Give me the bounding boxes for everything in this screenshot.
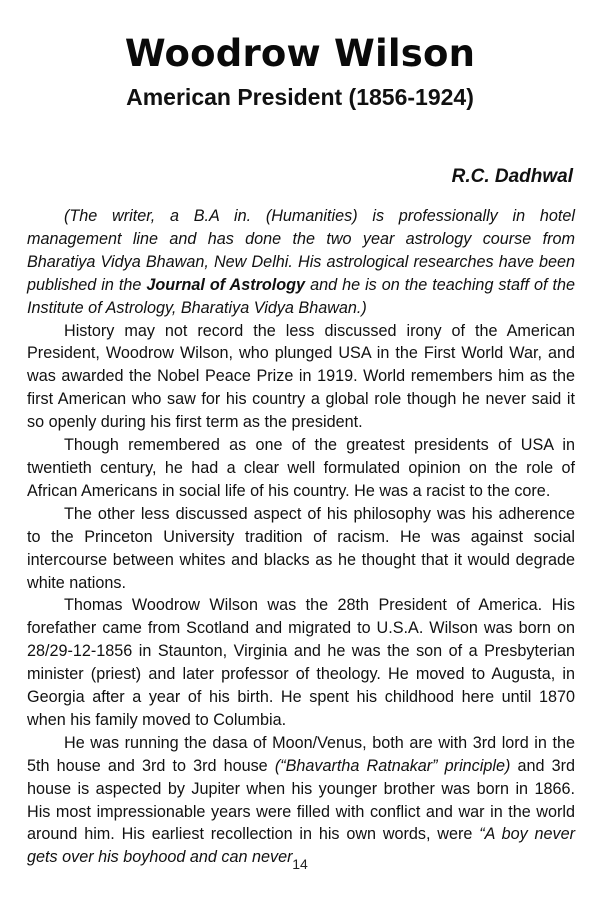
body-paragraph-5 (27, 732, 575, 869)
body-paragraph-2: Though remembered as one of the greatest presidents of USA in twentieth century, he had a clear well formulated opinion on the role of African Americans in social life of his country. He was a racist to the core. (27, 436, 575, 500)
page-number: 14 (292, 856, 308, 872)
intro-text-end: and he is on the teaching staff of the Institute of Astrology, Bharatiya Vidya Bhawan.) (27, 275, 576, 317)
body-paragraph-3: The other less discussed aspect of his philosophy was his adherence to the Princeton University tradition of racism. He was against social intercourse between whites and blacks as he thought that it would degrade white nations. (27, 504, 575, 592)
author-byline: R.C. Dadhwal (451, 166, 573, 187)
article-body (27, 205, 575, 869)
body-paragraph-4: Thomas Woodrow Wilson was the 28th President of America. His forefather came from Scotland and migrated to U.S.A. Wilson was born on 28/29-12-1856 in Staunton, Virginia and he was the son of a Presbyterian minister (priest) and later professor of theology. He moved to Augusta, in Georgia after a year of his birth. He spent his childhood here until 1870 when his family moved to Columbia. (27, 596, 575, 729)
paragraph-5-text-middle: and 3rd house is aspected by Jupiter when his younger brother was born in 1866. His most impressionable years were filled with conflict and war in the world around him. His earliest recollection in his own words, were (27, 756, 575, 844)
paragraph-5-text-start: He was running the dasa of Moon/Venus, both are with 3rd lord in the 5th house and 3rd to 3rd house (27, 733, 575, 775)
wilson-quote: “A boy never gets over his boyhood and can never (27, 825, 575, 867)
body-paragraph-1: History may not record the less discussed irony of the American President, Woodrow Wilson, who plunged USA in the First World War, and was awarded the Nobel Peace Prize in 1919. World remembers him as the first American who saw for his country a global role though he never said it so openly during his first term as the president. (27, 321, 575, 432)
author-intro-paragraph (27, 205, 575, 320)
intro-text-start: (The writer, a B.A in. (Humanities) is professionally in hotel management line and has done the two year astrology course from Bharatiya Vidya Bhawan, New Delhi. His astrological researches have been published in the (27, 207, 575, 294)
article-title: Woodrow Wilson (124, 32, 476, 75)
journal-name: Journal of Astrology (146, 275, 306, 294)
bhavartha-ratnakar-citation: (“Bhavartha Ratnakar” principle) (274, 756, 511, 775)
article-subtitle: American President (1856-1924) (126, 84, 474, 110)
